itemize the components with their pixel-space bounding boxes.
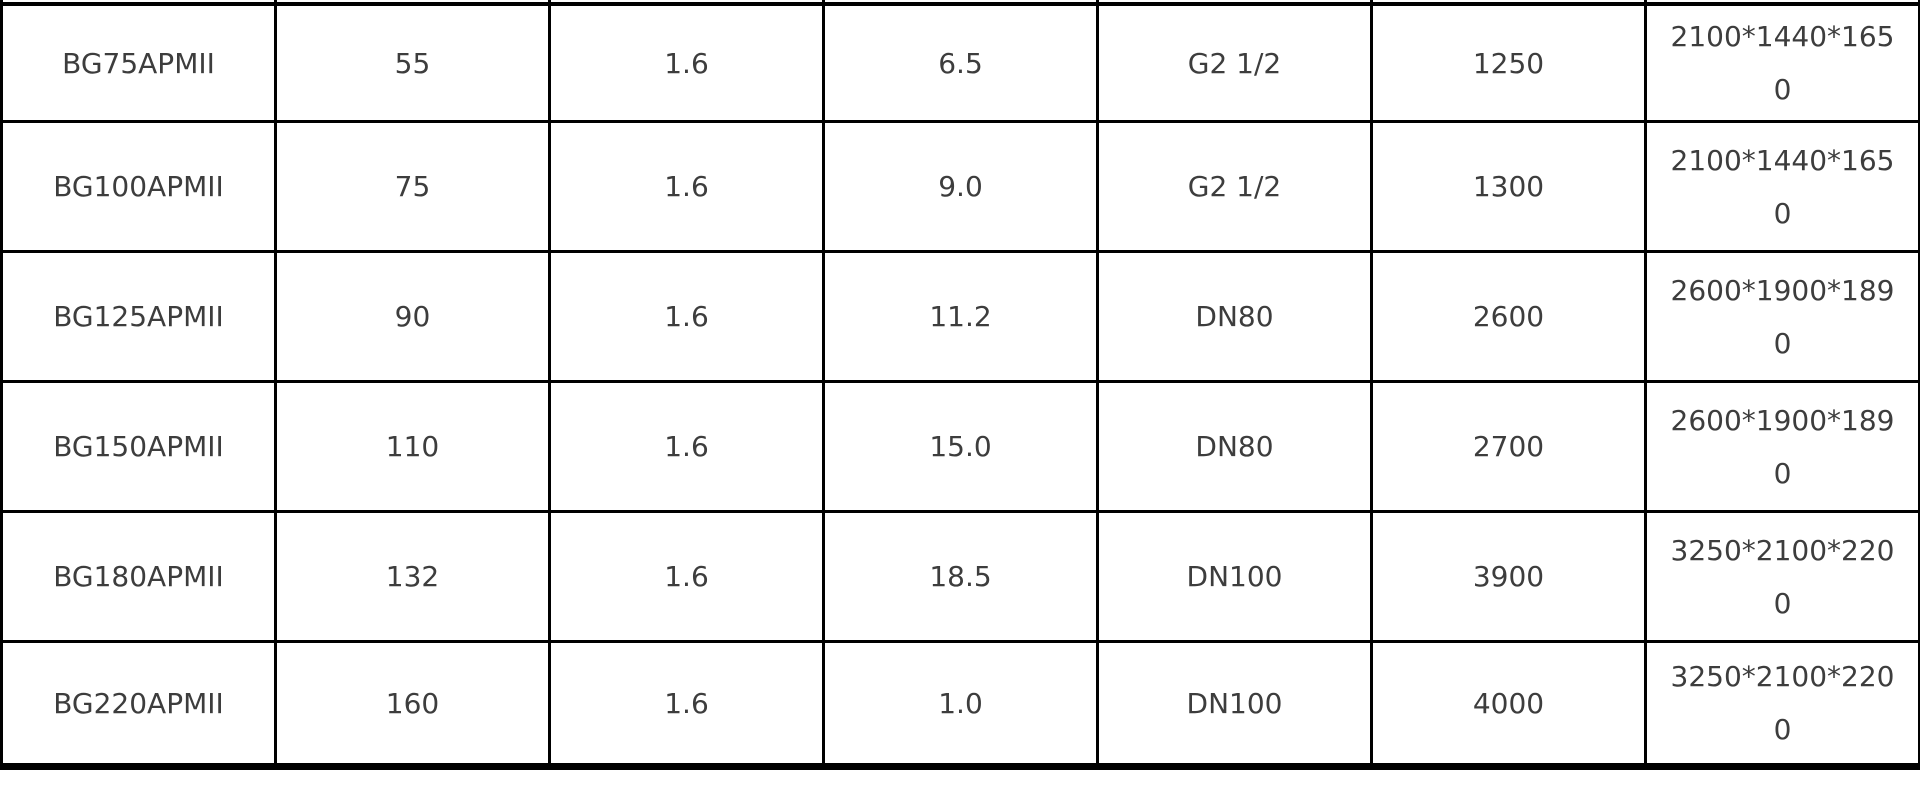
dimensions-value: 3250*2100*2200 <box>1670 533 1895 620</box>
table-row <box>2 122 1920 252</box>
table-cell: 55 <box>276 4 550 122</box>
table-cell: 1.6 <box>550 512 824 642</box>
table-cell: 2600 <box>1372 252 1646 382</box>
dimensions-value: 3250*2100*2200 <box>1670 660 1895 746</box>
dimensions-cell <box>1646 122 1920 252</box>
table-cell: G2 1/2 <box>1098 122 1372 252</box>
model-cell: BG180APMII <box>2 512 276 642</box>
model-cell: BG125APMII <box>2 252 276 382</box>
table-cell: 2700 <box>1372 382 1646 512</box>
dimensions-value: 2100*1440*1650 <box>1670 143 1895 230</box>
table-cell: 18.5 <box>824 512 1098 642</box>
table-cell: 3900 <box>1372 512 1646 642</box>
model-cell: BG220APMII <box>2 642 276 767</box>
table-row <box>2 512 1920 642</box>
table-cell: 11.2 <box>824 252 1098 382</box>
dimensions-cell <box>1646 642 1920 767</box>
table-row <box>2 4 1920 122</box>
table-cell: 160 <box>276 642 550 767</box>
dimensions-value: 2600*1900*1890 <box>1670 403 1895 490</box>
table-cell: 1.0 <box>824 642 1098 767</box>
table-cell: 9.0 <box>824 122 1098 252</box>
table-row <box>2 382 1920 512</box>
table-cell: 75 <box>276 122 550 252</box>
table-cell: DN100 <box>1098 512 1372 642</box>
dimensions-cell <box>1646 382 1920 512</box>
table-cell: 132 <box>276 512 550 642</box>
table-row <box>2 252 1920 382</box>
table-cell: 6.5 <box>824 4 1098 122</box>
table-cell: 1.6 <box>550 122 824 252</box>
dimensions-cell <box>1646 512 1920 642</box>
table-cell: G2 1/2 <box>1098 4 1372 122</box>
table-cell: 90 <box>276 252 550 382</box>
table-cell: 1300 <box>1372 122 1646 252</box>
dimensions-value: 2600*1900*1890 <box>1670 273 1895 360</box>
table-cell: 15.0 <box>824 382 1098 512</box>
model-cell: BG150APMII <box>2 382 276 512</box>
table-cell: DN80 <box>1098 382 1372 512</box>
dimensions-cell <box>1646 252 1920 382</box>
table-cell: 110 <box>276 382 550 512</box>
table-cell: 1.6 <box>550 382 824 512</box>
table-cell: 1.6 <box>550 642 824 767</box>
table-cell: DN80 <box>1098 252 1372 382</box>
model-cell: BG100APMII <box>2 122 276 252</box>
model-cell: BG75APMII <box>2 4 276 122</box>
table-cell: DN100 <box>1098 642 1372 767</box>
table-cell: 4000 <box>1372 642 1646 767</box>
dimensions-cell <box>1646 4 1920 122</box>
table-cell: 1.6 <box>550 252 824 382</box>
table-cell: 1250 <box>1372 4 1646 122</box>
table-row <box>2 642 1920 767</box>
table-cell: 1.6 <box>550 4 824 122</box>
dimensions-value: 2100*1440*1650 <box>1670 20 1895 106</box>
